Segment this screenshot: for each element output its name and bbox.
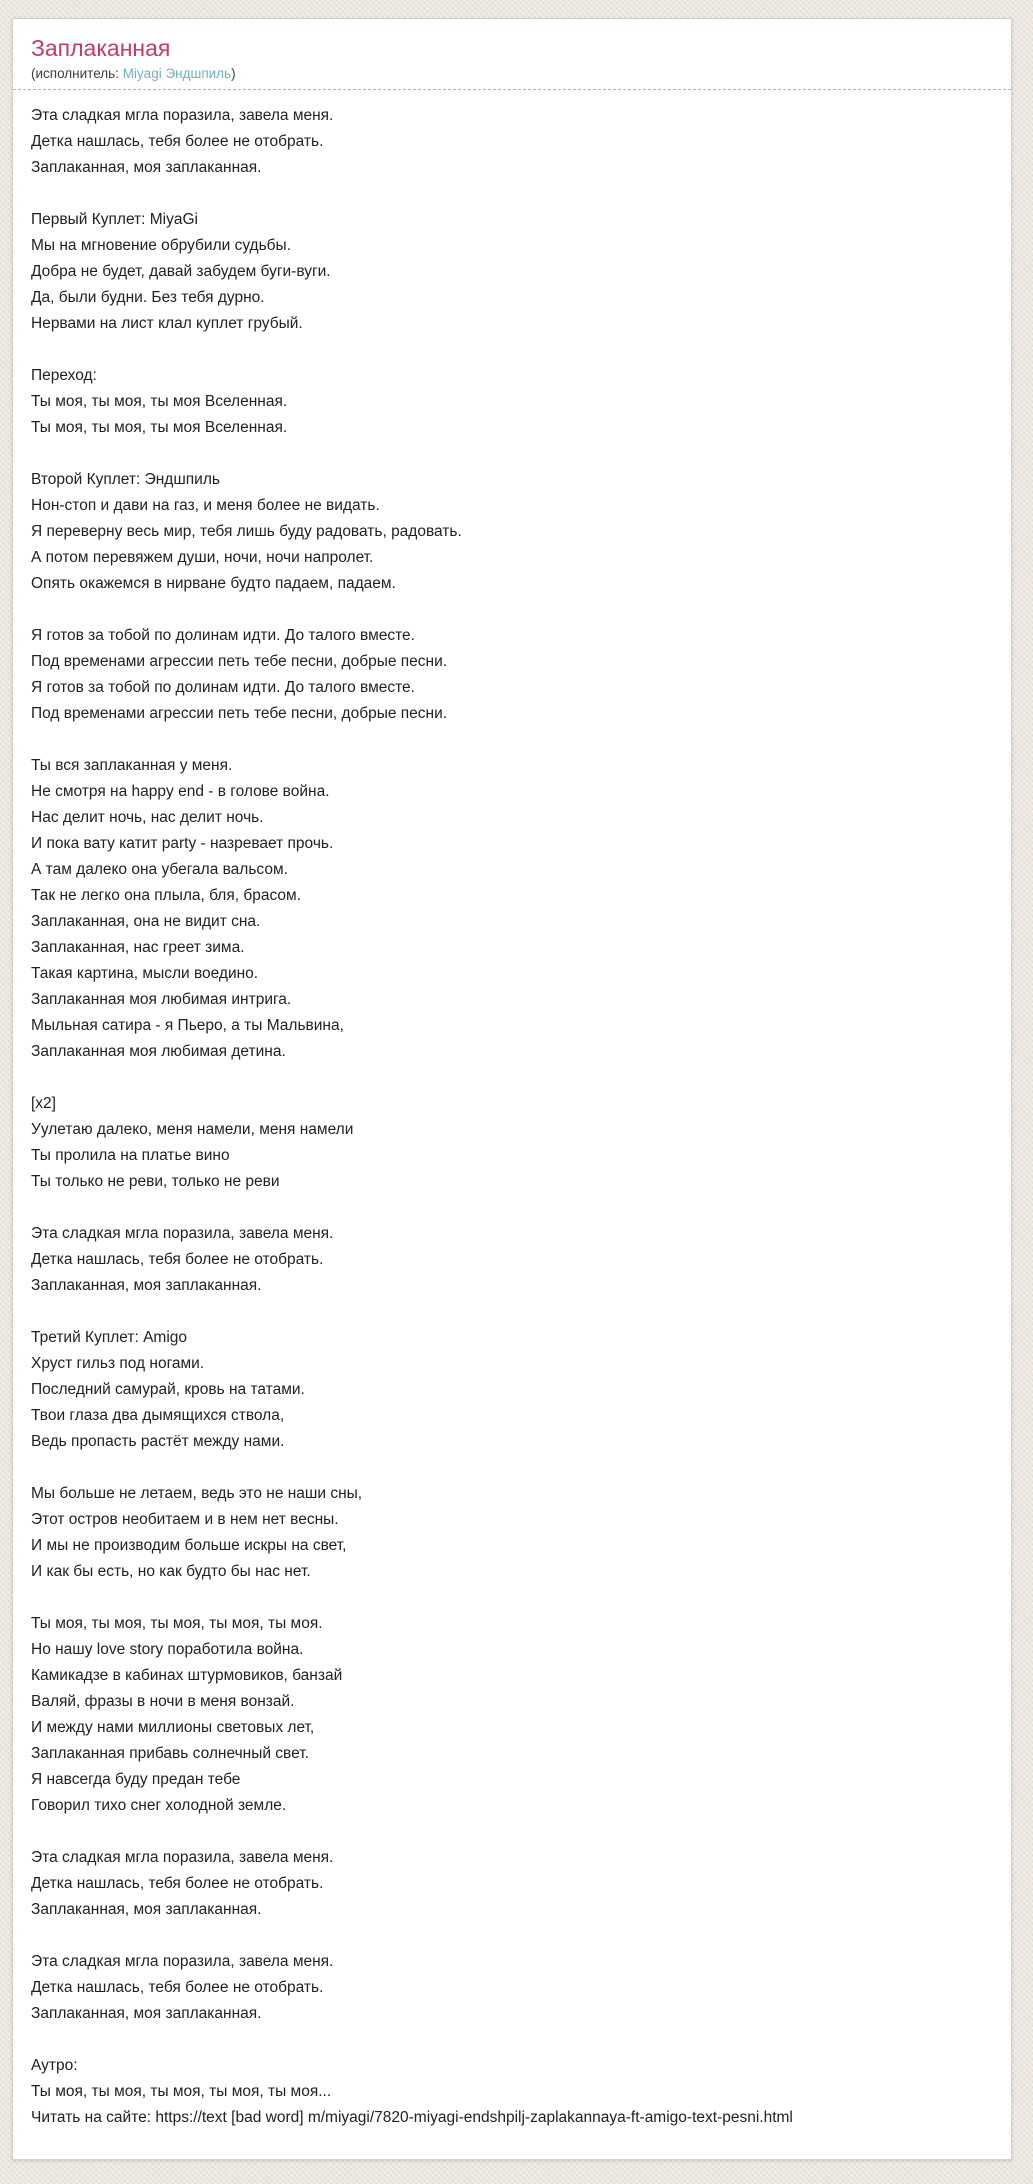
lyric-line: Твои глаза два дымящихся ствола, [31, 1407, 285, 1424]
lyric-line: Ты вся заплаканная у меня. [31, 757, 233, 774]
lyric-line: Заплаканная прибавь солнечный свет. [31, 1745, 309, 1762]
lyric-line: Третий Куплет: Amigo [31, 1329, 188, 1346]
lyric-line: Этот остров необитаем и в нем нет весны. [31, 1511, 339, 1528]
lyric-stanza [31, 363, 993, 441]
artist-line [31, 65, 993, 82]
lyric-line: Детка нашлась, тебя более не отобрать. [31, 1875, 324, 1892]
artist-suffix: ) [231, 66, 236, 81]
lyric-line: Заплаканная, моя заплаканная. [31, 2005, 262, 2022]
lyric-line: Но нашу love story поработила война. [31, 1641, 304, 1658]
lyric-line: Нас делит ночь, нас делит ночь. [31, 809, 264, 826]
song-title: Заплаканная [31, 35, 171, 61]
lyrics-card [12, 18, 1012, 2160]
lyric-line: Мыльная сатира - я Пьеро, а ты Мальвина, [31, 1017, 344, 1034]
lyric-line: Нон-стоп и дави на газ, и меня более не видать. [31, 497, 380, 514]
lyric-line: А там далеко она убегала вальсом. [31, 861, 288, 878]
lyric-line: Эта сладкая мгла поразила, завела меня. [31, 1953, 334, 1970]
lyric-line: И пока вату катит party - назревает прочь. [31, 835, 334, 852]
lyric-line: Заплаканная, моя заплаканная. [31, 159, 262, 176]
lyrics-text [13, 103, 1011, 2155]
lyric-stanza [31, 1221, 993, 1299]
lyric-line: Я готов за тобой по долинам идти. До талого вместе. [31, 627, 415, 644]
artist-prefix: (исполнитель: [31, 66, 123, 81]
card-header [13, 19, 1011, 90]
lyric-stanza [31, 2053, 993, 2131]
lyric-line: Детка нашлась, тебя более не отобрать. [31, 133, 324, 150]
lyric-stanza [31, 623, 993, 727]
lyric-stanza [31, 1481, 993, 1585]
lyric-line: Первый Куплет: MiyaGi [31, 211, 198, 228]
lyric-line: И между нами миллионы световых лет, [31, 1719, 315, 1736]
lyric-line: Я переверну весь мир, тебя лишь буду радовать, радовать. [31, 523, 462, 540]
lyric-line: Эта сладкая мгла поразила, завела меня. [31, 1225, 334, 1242]
lyric-stanza [31, 207, 993, 337]
lyric-stanza [31, 753, 993, 1065]
lyric-line: Хруст гильз под ногами. [31, 1355, 205, 1372]
lyric-line: И как бы есть, но как будто бы нас нет. [31, 1563, 311, 1580]
lyric-line: Ведь пропасть растёт между нами. [31, 1433, 285, 1450]
lyric-line: Нервами на лист клал куплет грубый. [31, 315, 303, 332]
lyric-line: Я готов за тобой по долинам идти. До талого вместе. [31, 679, 415, 696]
lyric-line: Уулетаю далеко, меня намели, меня намели [31, 1121, 354, 1138]
lyric-line: Заплаканная моя любимая детина. [31, 1043, 286, 1060]
lyric-line: Ты только не реви, только не реви [31, 1173, 280, 1190]
lyric-line: Эта сладкая мгла поразила, завела меня. [31, 1849, 334, 1866]
lyric-line: Мы больше не летаем, ведь это не наши сны, [31, 1485, 363, 1502]
lyric-line: Последний самурай, кровь на татами. [31, 1381, 305, 1398]
lyric-line: Не смотря на happy end - в голове война. [31, 783, 330, 800]
lyric-line: Ты пролила на платье вино [31, 1147, 230, 1164]
lyric-stanza [31, 103, 993, 181]
lyric-line: Переход: [31, 367, 97, 384]
lyric-line: Валяй, фразы в ночи в меня вонзай. [31, 1693, 295, 1710]
lyric-stanza [31, 1091, 993, 1195]
lyric-line: Заплаканная, нас греет зима. [31, 939, 245, 956]
lyric-stanza [31, 467, 993, 597]
lyric-line: Добра не будет, давай забудем буги-вуги. [31, 263, 331, 280]
lyric-line: Я навсегда буду предан тебе [31, 1771, 241, 1788]
lyric-line: Да, были будни. Без тебя дурно. [31, 289, 265, 306]
lyric-line: Читать на сайте: https://text [bad word] m/miyagi/7820-miyagi-endshpilj-zaplakannaya-ft-amigo-text-pesni.html [31, 2109, 793, 2126]
lyric-line: Камикадзе в кабинах штурмовиков, банзай [31, 1667, 343, 1684]
lyric-line: Опять окажемся в нирване будто падаем, падаем. [31, 575, 396, 592]
lyric-line: Заплаканная, моя заплаканная. [31, 1901, 262, 1918]
lyric-line: Мы на мгновение обрубили судьбы. [31, 237, 292, 254]
lyric-line: Ты моя, ты моя, ты моя, ты моя, ты моя. [31, 1615, 323, 1632]
lyric-line: Ты моя, ты моя, ты моя Вселенная. [31, 419, 288, 436]
lyric-stanza [31, 1325, 993, 1455]
lyric-line: Так не легко она плыла, бля, брасом. [31, 887, 301, 904]
lyric-line: Детка нашлась, тебя более не отобрать. [31, 1251, 324, 1268]
lyric-line: Заплаканная моя любимая интрига. [31, 991, 292, 1008]
lyric-line: Ты моя, ты моя, ты моя Вселенная. [31, 393, 288, 410]
lyric-line: Детка нашлась, тебя более не отобрать. [31, 1979, 324, 1996]
lyric-line: Эта сладкая мгла поразила, завела меня. [31, 107, 334, 124]
lyric-line: Говорил тихо снег холодной земле. [31, 1797, 287, 1814]
lyric-line: Второй Куплет: Эндшпиль [31, 471, 220, 488]
lyric-line: Такая картина, мысли воедино. [31, 965, 259, 982]
lyric-line: Заплаканная, моя заплаканная. [31, 1277, 262, 1294]
lyric-line: Под временами агрессии петь тебе песни, добрые песни. [31, 705, 448, 722]
lyric-line: А потом перевяжем души, ночи, ночи напролет. [31, 549, 374, 566]
lyric-stanza [31, 1845, 993, 1923]
artist-link[interactable]: Miyagi Эндшпиль [122, 66, 232, 81]
lyric-line: Ты моя, ты моя, ты моя, ты моя, ты моя... [31, 2083, 332, 2100]
lyric-line: [x2] [31, 1095, 56, 1112]
lyric-line: И мы не производим больше искры на свет, [31, 1537, 347, 1554]
lyric-line: Под временами агрессии петь тебе песни, добрые песни. [31, 653, 448, 670]
lyric-line: Аутро: [31, 2057, 78, 2074]
lyric-stanza [31, 1949, 993, 2027]
lyric-stanza [31, 1611, 993, 1819]
lyric-line: Заплаканная, она не видит сна. [31, 913, 261, 930]
